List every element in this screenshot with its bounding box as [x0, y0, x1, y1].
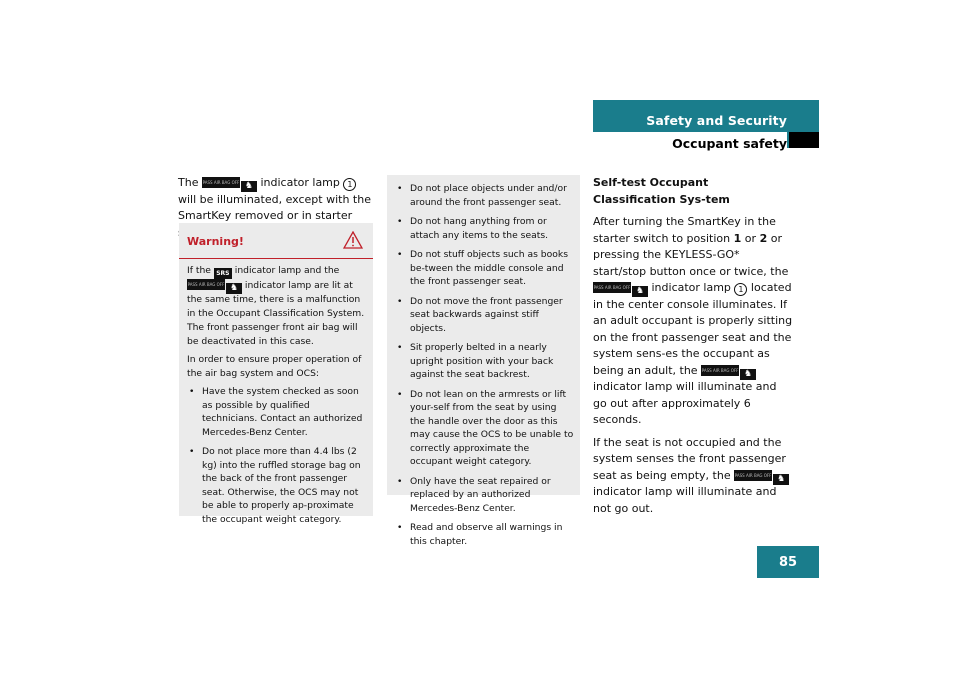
pass-air-bag-off-lamp-icon: PASS AIR BAG OFF ♞ — [187, 279, 242, 290]
lamp-label: PASS AIR BAG OFF — [593, 282, 631, 293]
page-number: 85 — [757, 546, 819, 578]
list-item: • Have the system checked as soon as possible by qualified technicians. Contact an authorized Mercedes-Benz Center. — [187, 385, 365, 439]
warning-text-b: indicator lamp and the — [234, 265, 340, 276]
pass-air-bag-off-lamp-icon: PASS AIR BAG OFF ♞ — [593, 282, 648, 293]
list-item: • Do not place objects under and/or around the front passenger seat. — [395, 182, 574, 209]
switch-position-1: 1 — [733, 231, 742, 245]
self-test-text-f: If the seat is not occupied and the system senses the front passenger seat as being empty, the — [593, 435, 786, 482]
srs-lamp-icon: SRS — [214, 268, 232, 279]
self-test-text-or: or — [744, 231, 757, 245]
lamp-label: PASS AIR BAG OFF — [734, 470, 772, 481]
list-item: • Do not move the front passenger seat backwards against stiff objects. — [395, 295, 574, 336]
warning-text-a: If the — [187, 265, 211, 276]
self-test-section — [593, 175, 793, 523]
warning-header — [179, 223, 373, 259]
lamp-label: PASS AIR BAG OFF — [202, 177, 240, 188]
precautions-list — [387, 175, 580, 548]
callout-number-icon: 1 — [734, 283, 747, 296]
warning-body — [187, 264, 365, 532]
warning-box — [179, 223, 373, 525]
warning-text-c: indicator lamp are lit at the same time, there is a malfunction in the Occupant Classification System. The front passenger front air bag will be deactivated in this case. — [187, 280, 365, 347]
lamp-label: PASS AIR BAG OFF — [187, 279, 225, 290]
list-item: • Do not lean on the armrests or lift your-self from the seat by using the handle over the door as this may cause the OCS to be unable to correctly approximate the occupant weight category. — [395, 388, 574, 469]
self-test-text-d: located in the center console illuminates. If an adult occupant is properly sitting on the front passenger seat and the system sens-es the occupant as being an adult, the — [593, 281, 793, 377]
pass-air-bag-off-lamp-icon: PASS AIR BAG OFF ♞ — [734, 470, 789, 481]
list-item: • Do not stuff objects such as books be-tween the middle console and the front passenger seat. — [395, 248, 574, 289]
list-item: • Only have the seat repaired or replaced by an authorized Mercedes-Benz Center. — [395, 475, 574, 516]
warning-paragraph-1 — [187, 264, 365, 349]
list-item: • Read and observe all warnings in this chapter. — [395, 521, 574, 548]
list-item: • Sit properly belted in a nearly upright position with your back against the seat backrest. — [395, 341, 574, 382]
intro-text-b: indicator lamp — [260, 176, 340, 189]
self-test-heading: Self-test Occupant Classification Sys-tem — [593, 176, 730, 206]
switch-position-2: 2 — [759, 231, 768, 245]
warning-paragraph-2: In order to ensure proper operation of the air bag system and OCS: — [187, 354, 362, 379]
lamp-label: PASS AIR BAG OFF — [701, 365, 739, 376]
list-item: • Do not hang anything from or attach any items to the seats. — [395, 215, 574, 242]
section-title: Safety and Security — [646, 113, 787, 128]
self-test-text-b: or pressing the KEYLESS-GO* start/stop button once or twice, the — [593, 231, 789, 278]
chapter-header — [593, 100, 819, 151]
warning-title: Warning! — [187, 235, 244, 248]
subsection-title: Occupant safety — [672, 136, 787, 151]
header-marker — [789, 132, 819, 148]
list-item: • Do not place more than 4.4 lbs (2 kg) into the ruffled storage bag on the back of the front passenger seat. Otherwise, the OCS may not be able to properly ap-proximate the occupant weight category. — [187, 445, 365, 526]
precautions-box — [387, 175, 580, 547]
self-test-text-c: indicator lamp — [651, 281, 731, 294]
intro-text-c: will be illuminated, except with the SmartKey removed or in starter — [178, 192, 371, 222]
warning-triangle-icon — [343, 231, 363, 249]
pass-air-bag-off-lamp-icon: PASS AIR BAG OFF ♞ — [701, 365, 756, 376]
self-test-paragraph-2 — [593, 435, 793, 518]
intro-text-a: The — [178, 176, 199, 189]
callout-number-icon: 1 — [343, 178, 356, 191]
self-test-text-g: indicator lamp will illuminate and not go out. — [593, 485, 777, 515]
self-test-paragraph-1 — [593, 214, 793, 429]
self-test-text-a: After turning the SmartKey in the starter switch to position — [593, 215, 776, 245]
warning-list — [187, 385, 365, 526]
self-test-text-e: indicator lamp will illuminate and go out after approximately 6 seconds. — [593, 380, 777, 426]
pass-air-bag-off-lamp-icon: PASS AIR BAG OFF ♞ — [202, 177, 257, 188]
